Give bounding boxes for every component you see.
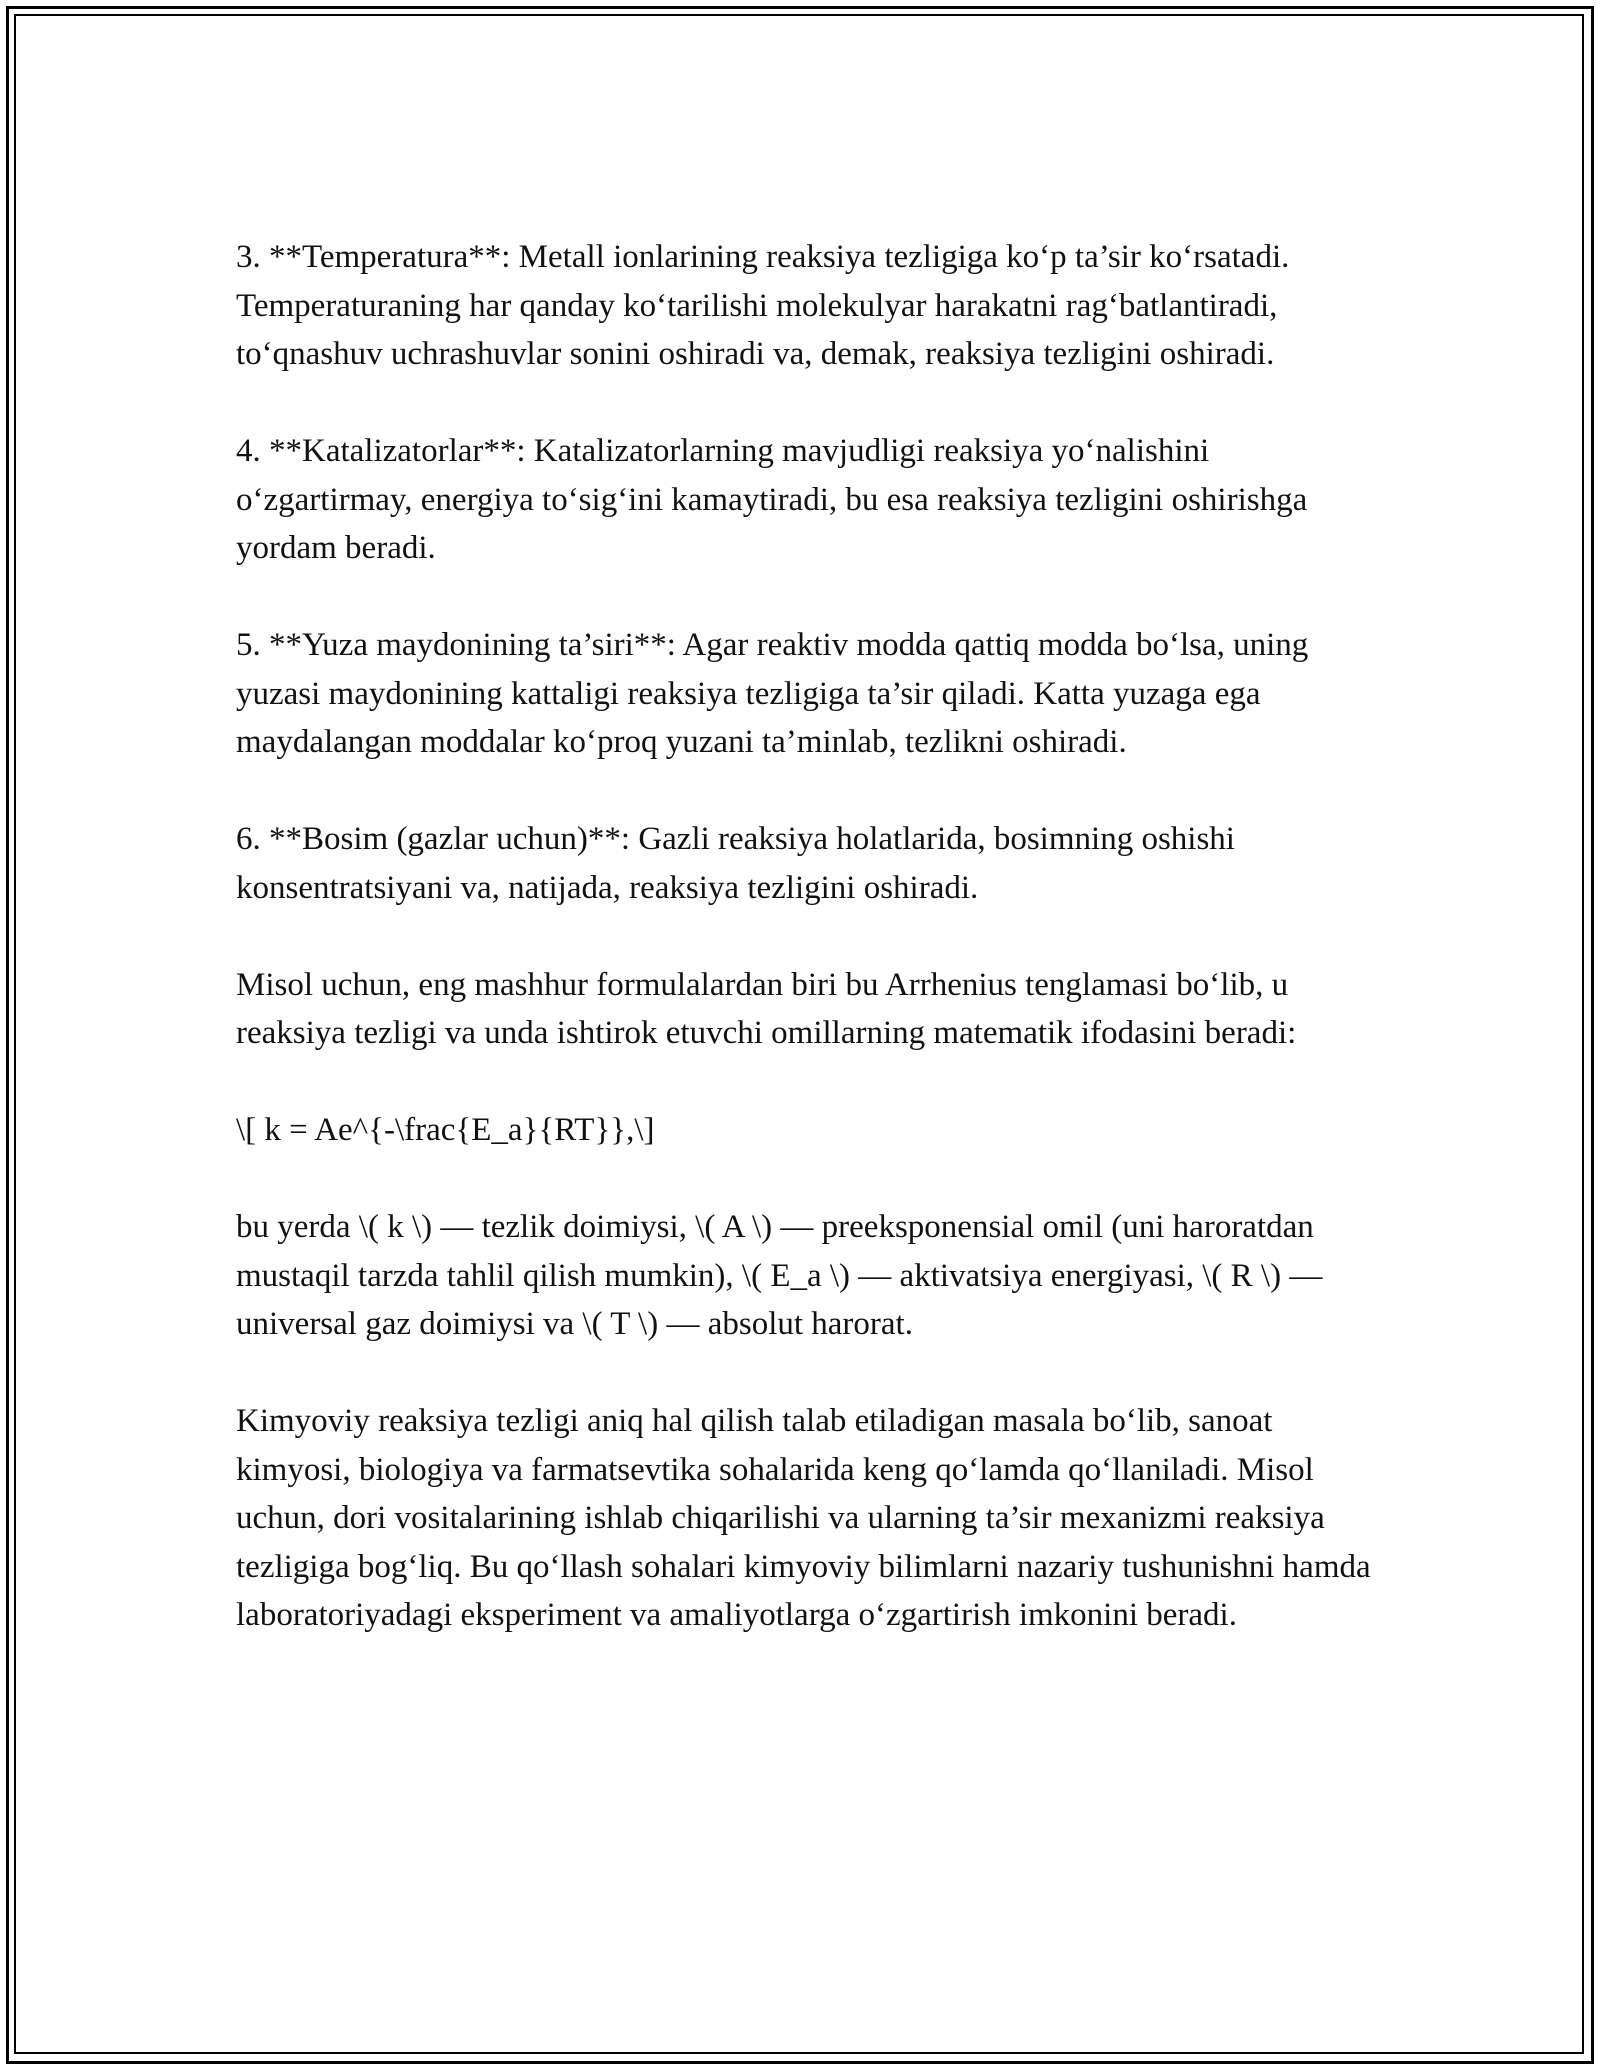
paragraph-applications: Kimyoviy reaksiya tezligi aniq hal qilish talab etiladigan masala bo‘lib, sanoat kimyosi, biologiya va farmatsevtika sohalarida keng qo‘lamda qo‘llaniladi. Misol uchun, dori vositalarining ishlab chiqarilishi va ularning ta’sir mexanizmi reaksiya tezligiga bog‘liq. Bu qo‘llash sohalari kimyoviy bilimlarni nazariy tushunishni hamda laboratoriyadagi eksperiment va amaliyotlarga o‘zgartirish imkonini beradi.	[236, 1403, 1371, 1633]
document-body	[236, 233, 1376, 1640]
paragraph-arrhenius-intro: Misol uchun, eng mashhur formulalardan biri bu Arrhenius tenglamasi bo‘lib, u reaksiya tezligi va unda ishtirok etuvchi omillarning matematik ifodasini beradi:	[236, 966, 1297, 1051]
paragraph-surface-area: 5. **Yuza maydonining ta’siri**: Agar reaktiv modda qattiq modda bo‘lsa, uning yuzasi maydonining kattaligi reaksiya tezligiga ta’sir qiladi. Katta yuzaga ega maydalangan moddalar ko‘proq yuzani ta’minlab, tezlikni oshiradi.	[236, 627, 1309, 760]
paragraph-pressure: 6. **Bosim (gazlar uchun)**: Gazli reaksiya holatlarida, bosimning oshishi konsentratsiyani va, natijada, reaksiya tezligini oshiradi.	[236, 821, 1235, 906]
paragraph-formula-variables: bu yerda \( k \) — tezlik doimiysi, \( A \) — preeksponensial omil (uni haroratdan mustaqil tarzda tahlil qilish mumkin), \( E_a \) — aktivatsiya energiyasi, \( R \) — universal gaz doimiysi va \( T \) — absolut harorat.	[236, 1209, 1323, 1342]
paragraph-temperature: 3. **Temperatura**: Metall ionlarining reaksiya tezligiga ko‘p ta’sir ko‘rsatadi. Temperaturaning har qanday ko‘tarilishi molekulyar harakatni rag‘batlantiradi, to‘qnashuv uchrashuvlar sonini oshiradi va, demak, reaksiya tezligini oshiradi.	[236, 239, 1290, 372]
arrhenius-formula: \[ k = Ae^{-\frac{E_a}{RT}},\]	[236, 1112, 655, 1148]
paragraph-catalysts: 4. **Katalizatorlar**: Katalizatorlarning mavjudligi reaksiya yo‘nalishini o‘zgartirmay, energiya to‘sig‘ini kamaytiradi, bu esa reaksiya tezligini oshirishga yordam beradi.	[236, 433, 1308, 566]
